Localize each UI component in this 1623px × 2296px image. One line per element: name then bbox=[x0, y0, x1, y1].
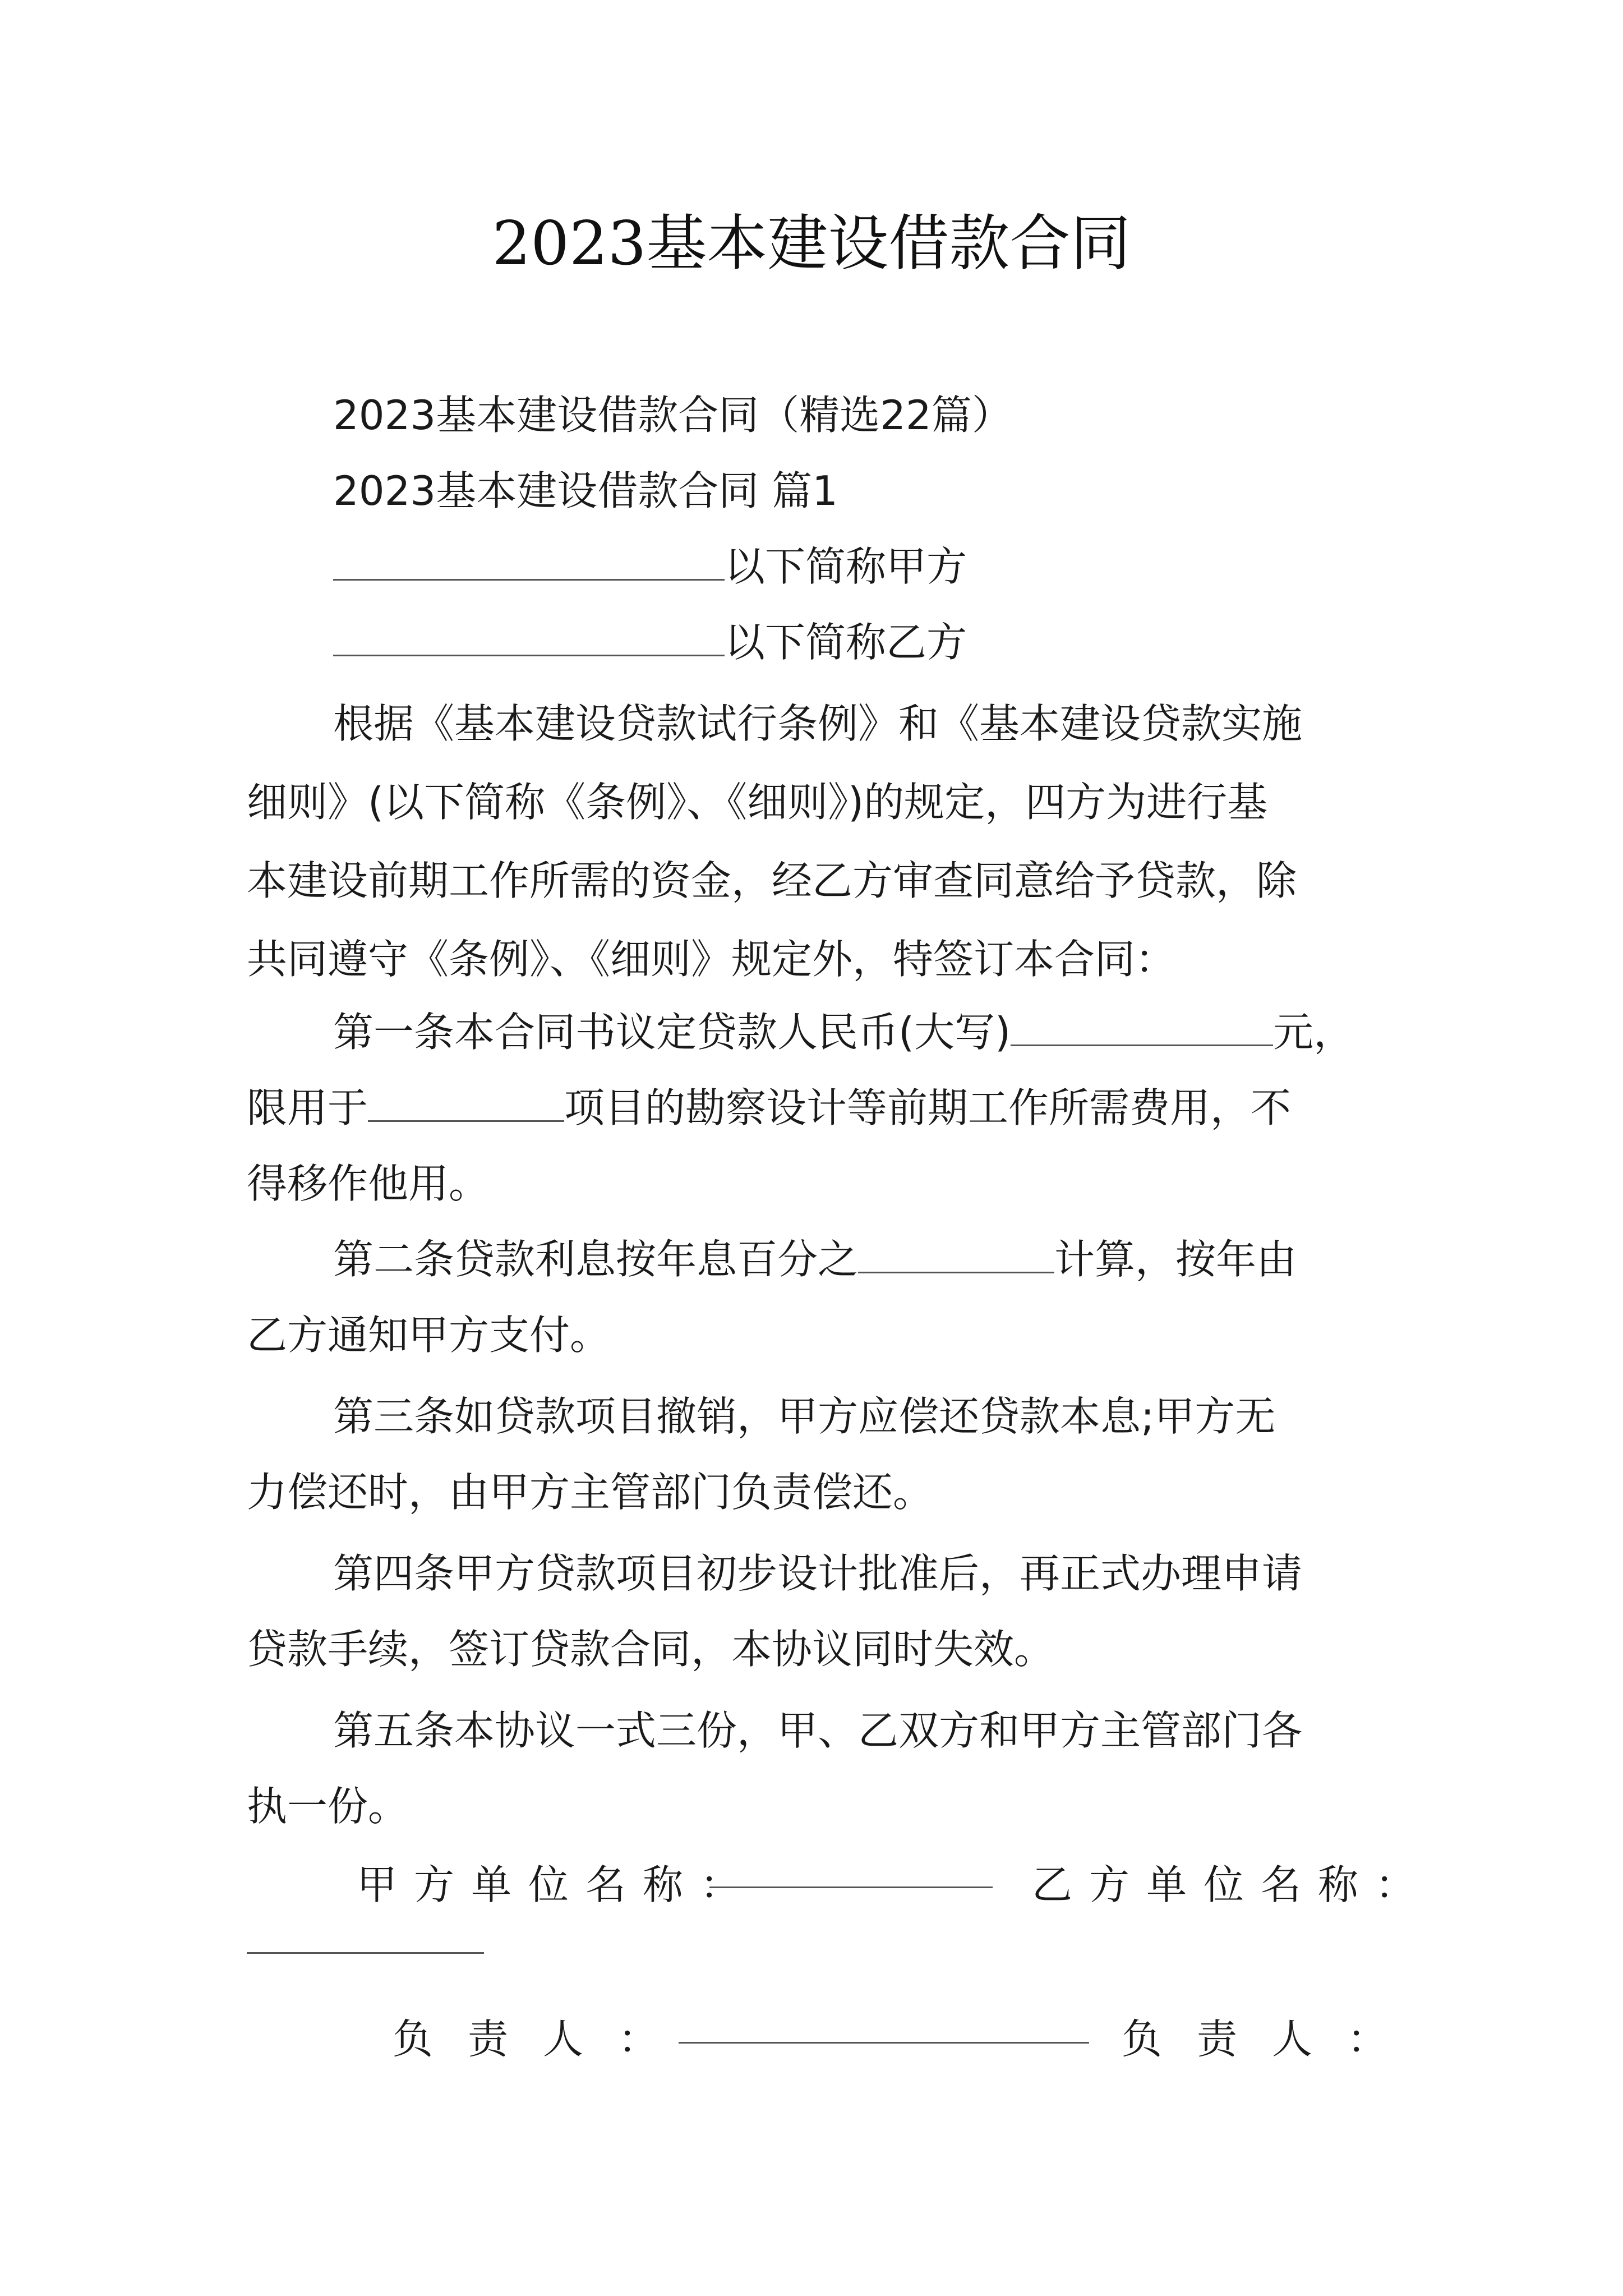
interest-rate-blank bbox=[858, 1232, 1054, 1273]
intro-line-3: 本建设前期工作所需的资金，经乙方审查同意给予贷款，除 bbox=[247, 857, 1297, 904]
party-a-unit-blank bbox=[709, 1887, 993, 1888]
document-title: 2023基本建设借款合同 bbox=[492, 209, 1131, 279]
article-1-line-1 bbox=[333, 1004, 1354, 1060]
article-2-line-2: 乙方通知甲方支付。 bbox=[247, 1312, 611, 1359]
party-b-suffix: 以下简称乙方 bbox=[725, 619, 967, 666]
section-heading: 2023基本建设借款合同 篇1 bbox=[333, 467, 838, 514]
article-1-amount-label: 第一条本合同书议定贷款人民币(大写) bbox=[333, 1009, 1011, 1056]
article-5-line-1: 第五条本协议一式三份，甲、乙双方和甲方主管部门各 bbox=[333, 1707, 1303, 1754]
intro-line-1: 根据《基本建设贷款试行条例》和《基本建设贷款实施 bbox=[333, 700, 1303, 747]
article-1-purpose: 项目的勘察设计等前期工作所需费用，不 bbox=[564, 1084, 1292, 1131]
article-3-line-2: 力偿还时，由甲方主管部门负责偿还。 bbox=[247, 1469, 934, 1516]
intro-line-2: 细则》(以下简称《条例》、《细则》)的规定，四方为进行基 bbox=[247, 779, 1268, 826]
article-5-line-2: 执一份。 bbox=[247, 1783, 409, 1830]
party-b-blank bbox=[333, 615, 725, 656]
party-b-unit-label: 乙方单位名称： bbox=[1032, 1861, 1433, 1908]
party-a-blank bbox=[333, 540, 725, 581]
article-1-limit-label: 限用于 bbox=[247, 1084, 368, 1131]
article-2-line-1 bbox=[333, 1231, 1297, 1287]
party-a-suffix: 以下简称甲方 bbox=[725, 543, 967, 590]
responsible-b-label: 负责人： bbox=[1122, 2016, 1423, 2063]
article-1-line-2 bbox=[247, 1080, 1291, 1136]
amount-blank bbox=[1011, 1005, 1273, 1046]
document-subtitle: 2023基本建设借款合同（精选22篇） bbox=[333, 392, 1012, 439]
intro-line-4: 共同遵守《条例》、《细则》规定外，特签订本合同： bbox=[247, 936, 1176, 983]
article-1-line-3: 得移作他用。 bbox=[247, 1160, 490, 1207]
party-b-line bbox=[333, 614, 967, 670]
article-4-line-1: 第四条甲方贷款项目初步设计批准后，再正式办理申请 bbox=[333, 1550, 1303, 1597]
article-3-line-1: 第三条如贷款项目撤销，甲方应偿还贷款本息;甲方无 bbox=[333, 1393, 1276, 1440]
party-b-unit-blank bbox=[247, 1952, 484, 1954]
party-a-line bbox=[333, 539, 967, 595]
article-2-interest-post: 计算，按年由 bbox=[1054, 1236, 1297, 1283]
article-1-currency: 元， bbox=[1273, 1009, 1354, 1056]
article-2-interest-label: 第二条贷款利息按年息百分之 bbox=[333, 1236, 859, 1283]
project-blank bbox=[368, 1081, 564, 1122]
article-4-line-2: 贷款手续，签订贷款合同，本协议同时失效。 bbox=[247, 1626, 1055, 1673]
responsible-a-blank bbox=[679, 2042, 1089, 2044]
party-a-unit-label: 甲方单位名称： bbox=[357, 1861, 758, 1908]
responsible-a-label: 负责人： bbox=[393, 2016, 694, 2063]
